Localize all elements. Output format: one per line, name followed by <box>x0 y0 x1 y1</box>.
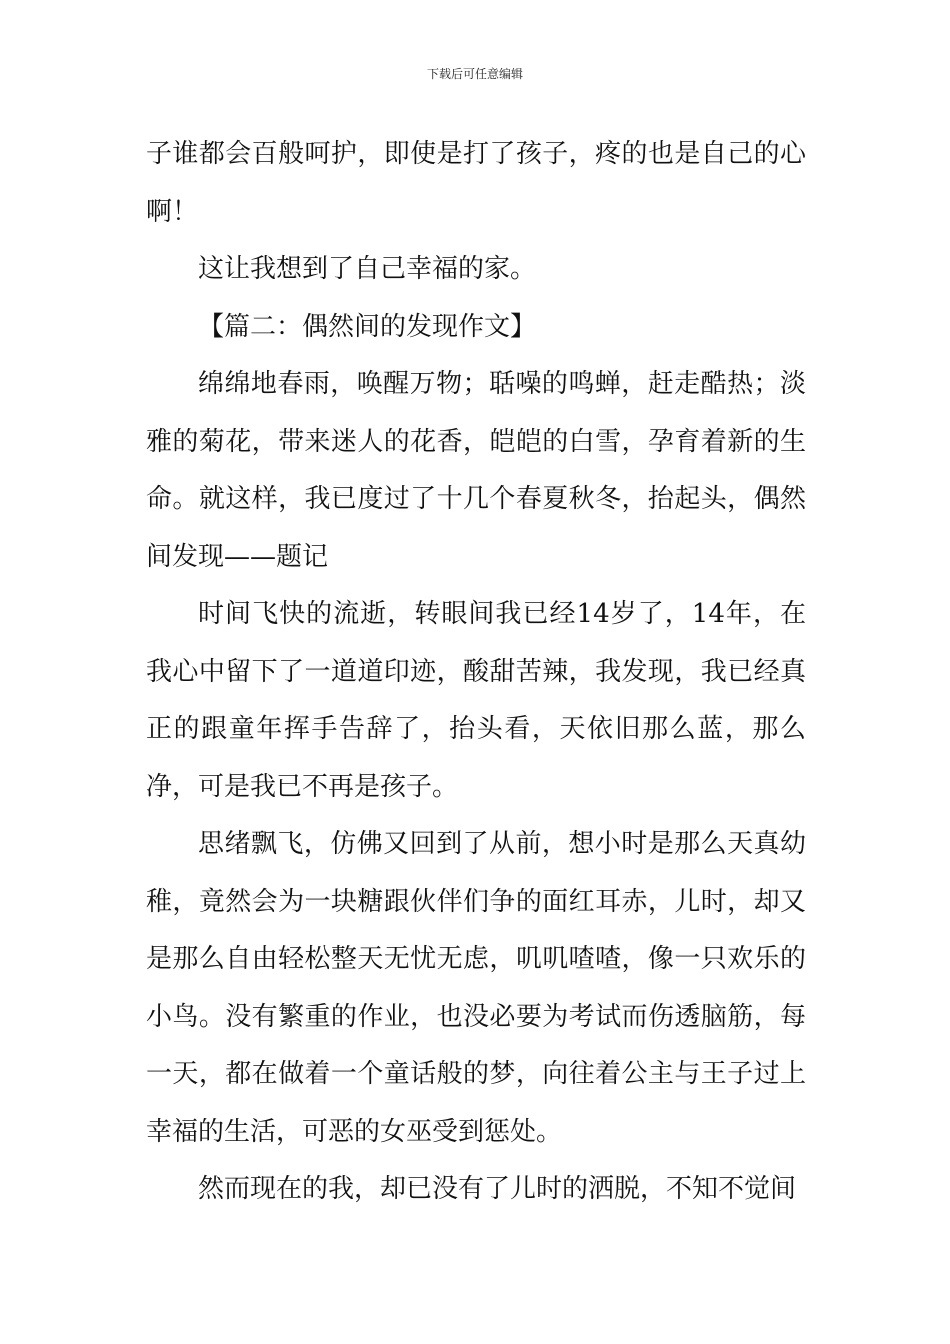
paragraph-1: 子谁都会百般呵护，即使是打了孩子，疼的也是自己的心啊！ <box>146 139 806 227</box>
paragraph-3: 绵绵地春雨，唤醒万物；聒噪的鸣蝉，赶走酷热；淡雅的菊花，带来迷人的花香，皑皑的白雪，孕育着新的生命。就这样，我已度过了十几个春夏秋冬，抬起头，偶然间发现——题记 <box>146 369 806 572</box>
section-heading: 【篇二：偶然间的发现作文】 <box>198 311 537 342</box>
page-header: 下载后可任意编辑 <box>426 67 523 81</box>
paragraph-6: 然而现在的我，却已没有了儿时的洒脱，不知不觉间 <box>198 1174 797 1204</box>
document-body <box>146 126 806 1219</box>
paragraph-5: 思绪飘飞，仿佛又回到了从前，想小时是那么天真幼稚，竟然会为一块糖跟伙伴们争的面红耳赤，儿时，却又是那么自由轻松整天无忧无虑，叽叽喳喳，像一只欢乐的小鸟。没有繁重的作业，也没必要为考试而伤透脑筋，每一天，都在做着一个童话般的梦，向往着公主与王子过上幸福的生活，可恶的女巫受到惩处。 <box>146 829 806 1147</box>
paragraph-4: 时间飞快的流逝，转眼间我已经14岁了，14年，在我心中留下了一道道印迹，酸甜苦辣，我发现，我已经真正的跟童年挥手告辞了，抬头看，天依旧那么蓝，那么净，可是我已不再是孩子。 <box>146 599 806 802</box>
paragraph-2: 这让我想到了自己幸福的家。 <box>198 254 537 284</box>
